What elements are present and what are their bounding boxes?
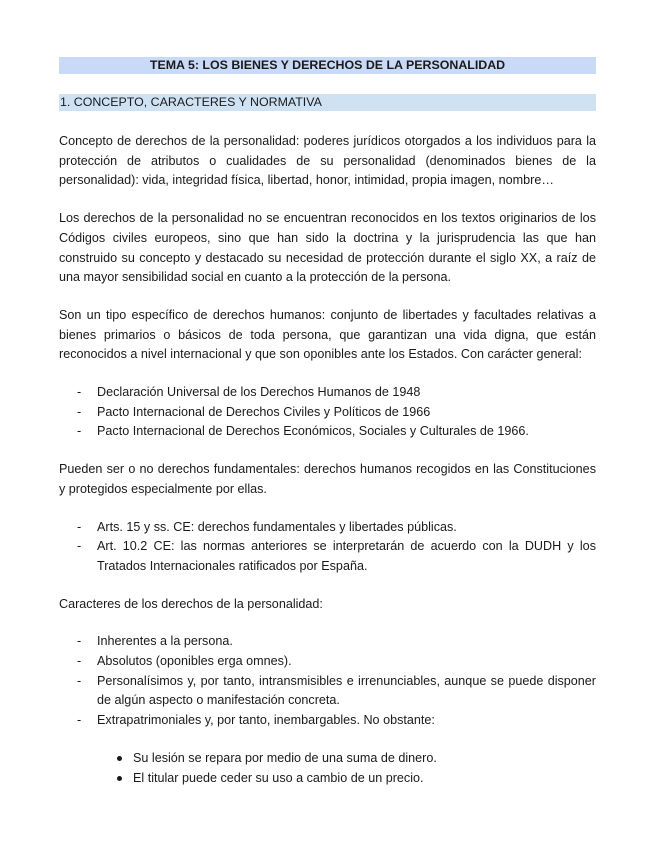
dash-marker: - xyxy=(77,654,82,669)
paragraph-recognition: Los derechos de la personalidad no se encuentran reconocidos en los textos originarios de los Códigos civiles europeos, sino que han sido la doctrina y la jurisprudencia las que han construido su concepto y destacado su necesidad de protección durante el siglo XX, a raíz de una mayor sensibilidad social en cuanto a la protección de la persona. xyxy=(59,211,596,285)
dash-marker: - xyxy=(77,424,82,439)
paragraph-fundamental-rights: Pueden ser o no derechos fundamentales: derechos humanos recogidos en las Constituciones y protegidos especialmente por ellas. xyxy=(59,462,596,496)
document-title: TEMA 5: LOS BIENES Y DERECHOS DE LA PERSONALIDAD xyxy=(59,57,596,74)
nonetheless-sublist xyxy=(59,749,596,788)
characters-list xyxy=(59,632,596,731)
dash-marker: - xyxy=(77,404,82,419)
paragraph-characters: Caracteres de los derechos de la personalidad: xyxy=(59,596,323,611)
dash-marker: - xyxy=(77,673,82,688)
dash-marker: - xyxy=(77,713,82,728)
dash-marker: - xyxy=(77,385,82,400)
list-item: - Pacto Internacional de Derechos Económicos, Sociales y Culturales de 1966. xyxy=(59,422,596,442)
list-item: - Art. 10.2 CE: las normas anteriores se interpretarán de acuerdo con la DUDH y los Tratados Internacionales ratificados por España. xyxy=(77,539,596,573)
bullet-icon xyxy=(117,776,122,781)
list-item: - Absolutos (oponibles erga omnes). xyxy=(59,652,596,672)
dash-marker: - xyxy=(77,519,82,534)
list-item: El titular puede ceder su uso a cambio de un precio. xyxy=(59,769,596,789)
constitution-list xyxy=(59,518,596,577)
list-item: - Personalísimos y, por tanto, intransmisibles e irrenunciables, aunque se puede disponer de algún aspecto o manifestación concreta. xyxy=(77,673,596,708)
list-item: - Arts. 15 y ss. CE: derechos fundamentales y libertades públicas. xyxy=(59,518,596,538)
list-item: - Pacto Internacional de Derechos Civiles y Políticos de 1966 xyxy=(59,403,596,423)
dash-marker: - xyxy=(77,539,82,554)
document-page xyxy=(59,57,596,788)
list-item: - Inherentes a la persona. xyxy=(59,632,596,652)
section-heading: 1. CONCEPTO, CARACTERES Y NORMATIVA xyxy=(59,94,596,111)
paragraph-human-rights: Son un tipo específico de derechos humanos: conjunto de libertades y facultades relativas a bienes primarios o básicos de toda persona, que garantizan una vida digna, que están reconocidos a nivel internacional y que son oponibles ante los Estados. Con carácter general: xyxy=(59,307,596,362)
treaties-list xyxy=(59,383,596,442)
dash-marker: - xyxy=(77,634,82,649)
bullet-icon xyxy=(117,756,122,761)
list-item: Su lesión se repara por medio de una suma de dinero. xyxy=(59,749,596,769)
list-item: - Extrapatrimoniales y, por tanto, inembargables. No obstante: xyxy=(59,711,596,731)
list-item: - Declaración Universal de los Derechos Humanos de 1948 xyxy=(59,383,596,403)
paragraph-concept: Concepto de derechos de la personalidad: poderes jurídicos otorgados a los individuos para la protección de atributos o cualidades de su personalidad (denominados bienes de la personalidad): vida, integridad física, libertad, honor, intimidad, propia imagen, nombre… xyxy=(59,134,596,188)
